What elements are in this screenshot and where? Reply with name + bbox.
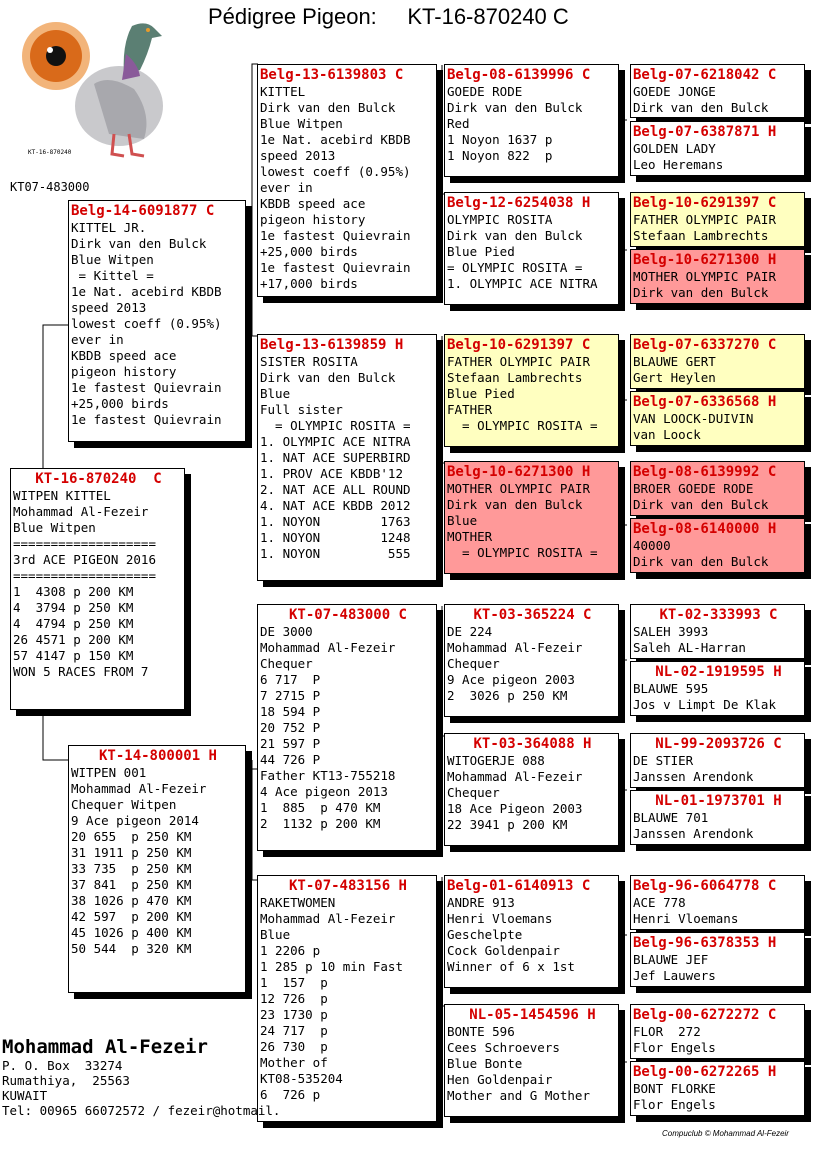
- card-line: BLAUWE 595: [633, 681, 709, 696]
- ring-number: Belg-96-6378353 H: [633, 935, 777, 951]
- card-line: pigeon history: [71, 364, 177, 379]
- ring-number: Belg-10-6291397 C: [447, 337, 591, 353]
- card-line: Blue: [260, 386, 291, 401]
- card-line: pigeon history: [260, 212, 366, 227]
- card-line: Dirk van den Bulck: [260, 100, 396, 115]
- card-line: VAN LOOCK-DUIVIN: [633, 411, 754, 426]
- card-line: 12 726 p: [260, 991, 328, 1006]
- pedigree-card-mm: [257, 875, 437, 1122]
- card-line: 24 717 p: [260, 1023, 328, 1038]
- pedigree-card-mmm: [444, 1004, 619, 1117]
- card-line: 1e fastest Quievrain: [260, 228, 411, 243]
- card-line: lowest coeff (0.95%): [260, 164, 411, 179]
- pedigree-card-g9: [630, 604, 805, 659]
- card-line: Geschelpte: [447, 927, 523, 942]
- card-line: 1 885 p 470 KM: [260, 800, 381, 815]
- photo-caption: KT-16-870240: [28, 149, 72, 156]
- card-line: GOEDE RODE: [447, 84, 523, 99]
- card-line: Blue Pied: [447, 386, 515, 401]
- pedigree-card-g7: [630, 461, 805, 516]
- card-line: Mohammad Al-Fezeir: [447, 769, 583, 784]
- card-line: 6 726 p: [260, 1087, 321, 1102]
- card-line: ANDRE 913: [447, 895, 515, 910]
- card-line: Red: [447, 116, 470, 131]
- card-line: Stefaan Lambrechts: [633, 228, 769, 243]
- card-line: 23 1730 p: [260, 1007, 328, 1022]
- pedigree-card-fff: [444, 64, 619, 177]
- pedigree-card-fm: [257, 334, 437, 581]
- owner-address-line: Rumathiya, 25563: [2, 1073, 130, 1088]
- card-line: 2 1132 p 200 KM: [260, 816, 381, 831]
- card-line: +25,000 birds: [260, 244, 358, 259]
- card-line: 45 1026 p 400 KM: [71, 925, 192, 940]
- pedigree-card-g3: [630, 192, 805, 247]
- ring-number: Belg-07-6336568 H: [633, 394, 777, 410]
- card-line: 1. NOYON 1248: [260, 530, 411, 545]
- card-line: +25,000 birds: [71, 396, 169, 411]
- card-line: Chequer: [447, 656, 500, 671]
- card-line: ===================: [13, 568, 156, 583]
- card-line: WITOGERJE 088: [447, 753, 545, 768]
- card-line: Mother and G Mother: [447, 1088, 590, 1103]
- card-line: Henri Vloemans: [447, 911, 553, 926]
- pedigree-card-fmf: [444, 334, 619, 447]
- card-line: KT08-535204: [260, 1071, 343, 1086]
- pedigree-card-father: [68, 200, 246, 442]
- card-line: KITTEL: [260, 84, 306, 99]
- card-line: 4 3794 p 250 KM: [13, 600, 134, 615]
- ring-number: Belg-08-6140000 H: [633, 521, 777, 537]
- card-line: Cock Goldenpair: [447, 943, 560, 958]
- card-line: SALEH 3993: [633, 624, 709, 639]
- ring-number: Belg-07-6387871 H: [633, 124, 777, 140]
- card-line: Dirk van den Bulck: [447, 497, 583, 512]
- card-line: Dirk van den Bulck: [633, 497, 769, 512]
- card-line: 1 157 p: [260, 975, 328, 990]
- card-line: Henri Vloemans: [633, 911, 739, 926]
- card-line: 1 Noyon 822 p: [447, 148, 553, 163]
- reference-code: KT07-483000: [10, 180, 90, 194]
- card-line: Flor Engels: [633, 1097, 716, 1112]
- card-line: ===================: [13, 536, 156, 551]
- pedigree-card-fmm: [444, 461, 619, 574]
- card-line: 1e Nat. acebird KBDB: [260, 132, 411, 147]
- ring-number: Belg-07-6218042 C: [633, 67, 777, 83]
- ring-number: Belg-10-6271300 H: [447, 464, 591, 480]
- card-line: Janssen Arendonk: [633, 769, 754, 784]
- card-line: Blue: [260, 927, 291, 942]
- ring-number: Belg-01-6140913 C: [447, 878, 591, 894]
- ring-number: KT-16-870240 C: [35, 471, 162, 487]
- pedigree-card-g14: [630, 932, 805, 987]
- card-line: 1. NAT ACE SUPERBIRD: [260, 450, 411, 465]
- owner-block: [2, 1036, 280, 1118]
- card-line: 20 655 p 250 KM: [71, 829, 192, 844]
- card-line: GOEDE JONGE: [633, 84, 716, 99]
- card-line: Stefaan Lambrechts: [447, 370, 583, 385]
- card-line: 1e fastest Quievrain: [71, 380, 222, 395]
- card-line: Jef Lauwers: [633, 968, 716, 983]
- pedigree-card-g1: [630, 64, 805, 118]
- card-line: GOLDEN LADY: [633, 141, 716, 156]
- card-line: 33 735 p 250 KM: [71, 861, 192, 876]
- card-line: Jos v Limpt De Klak: [633, 697, 776, 712]
- card-line: MOTHER OLYMPIC PAIR: [447, 481, 590, 496]
- card-line: 42 597 p 200 KM: [71, 909, 192, 924]
- card-line: 1. OLYMPIC ACE NITRA: [260, 434, 411, 449]
- ring-number: Belg-08-6139996 C: [447, 67, 591, 83]
- card-line: Flor Engels: [633, 1040, 716, 1055]
- pedigree-card-g11: [630, 733, 805, 788]
- pedigree-card-g5: [630, 334, 805, 389]
- ring-number: Belg-00-6272265 H: [633, 1064, 777, 1080]
- card-line: 1. OLYMPIC ACE NITRA: [447, 276, 598, 291]
- ring-number: KT-02-333993 C: [659, 607, 778, 623]
- ring-number: Belg-13-6139859 H: [260, 337, 404, 353]
- card-line: Chequer: [447, 785, 500, 800]
- pedigree-card-g13: [630, 875, 805, 930]
- pedigree-card-main: [10, 468, 185, 710]
- ring-number: KT-07-483000 C: [288, 607, 407, 623]
- card-line: 1e Nat. acebird KBDB: [71, 284, 222, 299]
- card-line: MOTHER: [447, 529, 493, 544]
- card-line: 3rd ACE PIGEON 2016: [13, 552, 156, 567]
- ring-number: NL-05-1454596 H: [469, 1007, 596, 1023]
- ring-number: Belg-96-6064778 C: [633, 878, 777, 894]
- card-line: BLAUWE JEF: [633, 952, 709, 967]
- pedigree-card-ff: [257, 64, 437, 297]
- ring-number: KT-07-483156 H: [288, 878, 407, 894]
- card-line: BONTE 596: [447, 1024, 515, 1039]
- card-line: Dirk van den Bulck: [260, 370, 396, 385]
- pedigree-card-g12: [630, 790, 805, 845]
- card-line: 4. NAT ACE KBDB 2012: [260, 498, 411, 513]
- pedigree-card-g15: [630, 1004, 805, 1059]
- ring-number: NL-02-1919595 H: [655, 664, 782, 680]
- ring-number: Belg-13-6139803 C: [260, 67, 404, 83]
- card-line: speed 2013: [260, 148, 336, 163]
- card-line: Blue Witpen: [260, 116, 343, 131]
- card-line: 22 3941 p 200 KM: [447, 817, 568, 832]
- card-line: 50 544 p 320 KM: [71, 941, 192, 956]
- card-line: RAKETWOMEN: [260, 895, 336, 910]
- card-line: Mohammad Al-Fezeir: [447, 640, 583, 655]
- card-line: SISTER ROSITA: [260, 354, 358, 369]
- card-line: +17,000 birds: [260, 276, 358, 291]
- card-line: 1 285 p 10 min Fast: [260, 959, 403, 974]
- card-line: 1 2206 p: [260, 943, 321, 958]
- card-line: Winner of 6 x 1st: [447, 959, 575, 974]
- card-line: BONT FLORKE: [633, 1081, 716, 1096]
- card-line: 4 Ace pigeon 2013: [260, 784, 388, 799]
- card-line: = Kittel =: [71, 268, 154, 283]
- pedigree-card-mfm: [444, 733, 619, 846]
- card-line: 20 752 P: [260, 720, 321, 735]
- card-line: Dirk van den Bulck: [71, 236, 207, 251]
- card-line: 1 Noyon 1637 p: [447, 132, 553, 147]
- ring-number: Belg-12-6254038 H: [447, 195, 591, 211]
- card-line: 44 726 P: [260, 752, 321, 767]
- card-line: 38 1026 p 470 KM: [71, 893, 192, 908]
- card-line: 1. PROV ACE KBDB'12: [260, 466, 403, 481]
- card-line: speed 2013: [71, 300, 147, 315]
- card-line: 9 Ace pigeon 2014: [71, 813, 199, 828]
- card-line: 6 717 P: [260, 672, 321, 687]
- card-line: 26 4571 p 200 KM: [13, 632, 134, 647]
- card-line: 1. NOYON 1763: [260, 514, 411, 529]
- ring-number: Belg-08-6139992 C: [633, 464, 777, 480]
- pedigree-card-g8: [630, 518, 805, 573]
- card-line: Blue Witpen: [71, 252, 154, 267]
- card-line: BLAUWE GERT: [633, 354, 716, 369]
- pedigree-card-g6: [630, 391, 805, 446]
- card-line: 1 4308 p 200 KM: [13, 584, 134, 599]
- card-line: Saleh AL-Harran: [633, 640, 746, 655]
- card-line: ever in: [71, 332, 124, 347]
- card-line: 18 Ace Pigeon 2003: [447, 801, 583, 816]
- pedigree-card-mother: [68, 745, 246, 993]
- card-line: Blue Bonte: [447, 1056, 523, 1071]
- pedigree-card-ffm: [444, 192, 619, 305]
- card-line: Dirk van den Bulck: [633, 285, 769, 300]
- card-line: 2. NAT ACE ALL ROUND: [260, 482, 411, 497]
- page-title: Pédigree Pigeon: KT-16-870240 C: [208, 4, 569, 29]
- card-line: 26 730 p: [260, 1039, 328, 1054]
- copyright-note: Compuclub © Mohammad Al-Fezeir: [662, 1129, 789, 1138]
- card-line: Dirk van den Bulck: [447, 228, 583, 243]
- card-line: KBDB speed ace: [260, 196, 366, 211]
- card-line: 31 1911 p 250 KM: [71, 845, 192, 860]
- card-line: Mohammad Al-Fezeir: [13, 504, 149, 519]
- card-line: Mother of: [260, 1055, 328, 1070]
- card-line: FATHER: [447, 402, 493, 417]
- ring-number: KT-03-364088 H: [473, 736, 592, 752]
- card-line: WITPEN 001: [71, 765, 147, 780]
- card-line: = OLYMPIC ROSITA =: [260, 418, 411, 433]
- ring-number: KT-14-800001 H: [98, 748, 217, 764]
- card-line: KITTEL JR.: [71, 220, 147, 235]
- card-line: 21 597 P: [260, 736, 321, 751]
- card-line: 1e fastest Quievrain: [260, 260, 411, 275]
- card-line: KBDB speed ace: [71, 348, 177, 363]
- card-line: 37 841 p 250 KM: [71, 877, 192, 892]
- card-line: DE 3000: [260, 624, 313, 639]
- card-line: Janssen Arendonk: [633, 826, 754, 841]
- card-line: BLAUWE 701: [633, 810, 709, 825]
- card-line: Hen Goldenpair: [447, 1072, 553, 1087]
- card-line: MOTHER OLYMPIC PAIR: [633, 269, 776, 284]
- ring-number: Belg-07-6337270 C: [633, 337, 777, 353]
- card-line: Blue: [447, 513, 478, 528]
- card-line: lowest coeff (0.95%): [71, 316, 222, 331]
- pedigree-card-mff: [444, 604, 619, 717]
- card-line: Mohammad Al-Fezeir: [260, 640, 396, 655]
- pedigree-card-mmf: [444, 875, 619, 988]
- ring-number: Belg-14-6091877 C: [71, 203, 215, 219]
- card-line: FATHER OLYMPIC PAIR: [633, 212, 776, 227]
- card-line: 7 2715 P: [260, 688, 321, 703]
- card-line: = OLYMPIC ROSITA =: [447, 260, 583, 275]
- card-line: Dirk van den Bulck: [447, 100, 583, 115]
- card-line: Dirk van den Bulck: [633, 100, 769, 115]
- card-line: 57 4147 p 150 KM: [13, 648, 134, 663]
- ring-number: NL-01-1973701 H: [655, 793, 782, 809]
- card-line: DE 224: [447, 624, 493, 639]
- card-line: 1. NOYON 555: [260, 546, 411, 561]
- card-line: van Loock: [633, 427, 701, 442]
- pedigree-card-g2: [630, 121, 805, 176]
- card-line: Blue Witpen: [13, 520, 96, 535]
- card-line: 18 594 P: [260, 704, 321, 719]
- card-line: BROER GOEDE RODE: [633, 481, 754, 496]
- pedigree-card-g16: [630, 1061, 805, 1116]
- pedigree-card-g10: [630, 661, 805, 716]
- card-line: FATHER OLYMPIC PAIR: [447, 354, 590, 369]
- card-line: Full sister: [260, 402, 343, 417]
- card-line: 9 Ace pigeon 2003: [447, 672, 575, 687]
- ring-number: KT-03-365224 C: [473, 607, 592, 623]
- pedigree-card-mf: [257, 604, 437, 851]
- owner-address-line: KUWAIT: [2, 1088, 48, 1103]
- card-line: 4 4794 p 250 KM: [13, 616, 134, 631]
- card-line: Leo Heremans: [633, 157, 724, 172]
- ring-number: Belg-10-6291397 C: [633, 195, 777, 211]
- card-line: Cees Schroevers: [447, 1040, 560, 1055]
- ring-number: Belg-00-6272272 C: [633, 1007, 777, 1023]
- card-line: FLOR 272: [633, 1024, 701, 1039]
- owner-contact-line: Tel: 00965 66072572 / fezeir@hotmail.: [2, 1103, 281, 1118]
- card-line: 2 3026 p 250 KM: [447, 688, 568, 703]
- card-line: 1e fastest Quievrain: [71, 412, 222, 427]
- owner-address-line: P. O. Box 33274: [2, 1058, 123, 1073]
- card-line: Mohammad Al-Fezeir: [71, 781, 207, 796]
- card-line: ever in: [260, 180, 313, 195]
- card-line: Gert Heylen: [633, 370, 716, 385]
- ring-number: Belg-10-6271300 H: [633, 252, 777, 268]
- card-line: DE STIER: [633, 753, 694, 768]
- card-line: 40000: [633, 538, 671, 553]
- card-line: Chequer: [260, 656, 313, 671]
- ring-number: NL-99-2093726 C: [655, 736, 782, 752]
- card-line: Blue Pied: [447, 244, 515, 259]
- card-line: Mohammad Al-Fezeir: [260, 911, 396, 926]
- card-line: Dirk van den Bulck: [633, 554, 769, 569]
- card-line: = OLYMPIC ROSITA =: [447, 418, 598, 433]
- card-line: Father KT13-755218: [260, 768, 396, 783]
- owner-name: Mohammad Al-Fezeir: [2, 1036, 208, 1058]
- card-line: Chequer Witpen: [71, 797, 177, 812]
- card-line: ACE 778: [633, 895, 686, 910]
- card-line: WITPEN KITTEL: [13, 488, 111, 503]
- pedigree-card-g4: [630, 249, 805, 304]
- card-line: = OLYMPIC ROSITA =: [447, 545, 598, 560]
- card-line: OLYMPIC ROSITA: [447, 212, 553, 227]
- card-line: WON 5 RACES FROM 7: [13, 664, 149, 679]
